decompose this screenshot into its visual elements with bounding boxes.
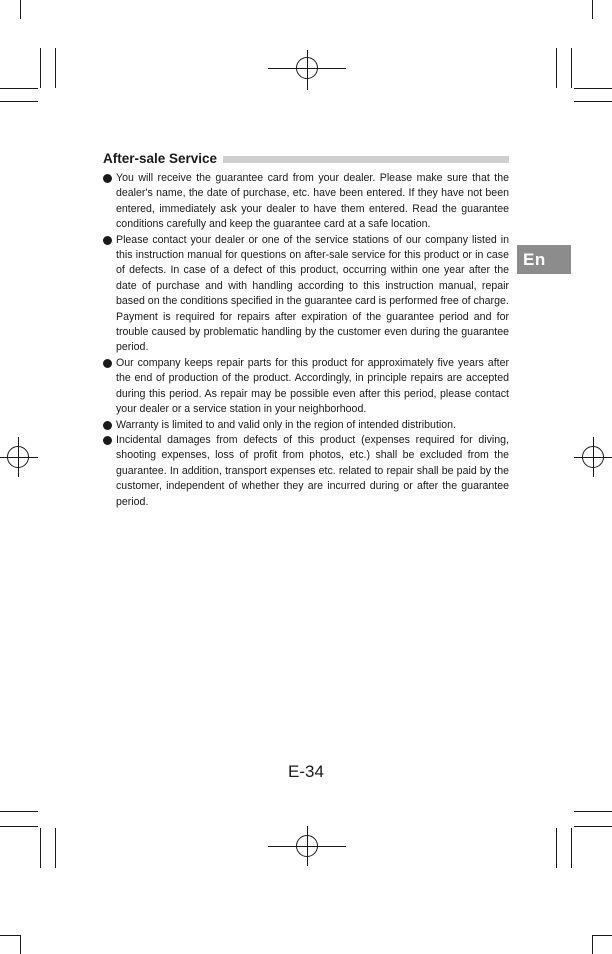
list-item	[103, 356, 509, 418]
crop-mark	[55, 48, 56, 88]
crop-mark	[40, 48, 41, 88]
crop-mark	[556, 48, 557, 88]
crop-mark	[571, 48, 572, 88]
list-item	[103, 418, 509, 433]
paragraph: Warranty is limited to and valid only in the region of intended distribution.	[116, 418, 456, 431]
crop-mark	[0, 826, 38, 827]
crop-mark	[592, 935, 612, 936]
crop-mark	[574, 101, 612, 102]
crop-mark	[574, 811, 612, 812]
crop-mark	[592, 0, 593, 19]
paragraph: Our company keeps repair parts for this product for approximately five years after the end of production of the product. Accordingly, in principle repairs are accepted during this period. As repair may be possible even after this period, please contact your dealer or a service station in your neighborhood.	[116, 356, 509, 416]
bullet-icon	[103, 174, 112, 183]
section-title: After-sale Service	[103, 150, 218, 166]
list-item	[103, 433, 509, 510]
bullet-icon	[103, 421, 112, 430]
crop-mark	[55, 828, 56, 868]
crop-mark	[20, 935, 21, 954]
bullet-icon	[103, 359, 112, 368]
list-item	[103, 171, 509, 233]
bullet-list	[103, 171, 509, 510]
paragraph: Incidental damages from defects of this product (expenses required for diving, shooting expenses, loss of profit from photos, etc.) shall be excluded from the guarantee. In addition, transport expenses etc. related to repair shall be paid by the customer, independent of whether they are incurred during or after the guarantee period.	[116, 433, 509, 508]
crop-mark	[574, 88, 612, 89]
crop-mark	[0, 88, 38, 89]
language-tab: En	[517, 245, 571, 274]
crop-mark	[0, 935, 20, 936]
crop-mark	[20, 0, 21, 19]
bullet-icon	[103, 236, 112, 245]
section-heading-row	[103, 149, 509, 167]
heading-bar	[223, 156, 509, 163]
page-number: E-34	[288, 762, 324, 781]
paragraph: Payment is required for repairs after expiration of the guarantee period and for trouble caused by problematic handling by the customer even during the guarantee period.	[116, 310, 509, 354]
crop-mark	[592, 935, 593, 954]
crop-mark	[571, 828, 572, 868]
crop-mark	[0, 811, 38, 812]
bullet-icon	[103, 436, 112, 445]
list-item	[103, 233, 509, 356]
crop-mark	[556, 828, 557, 868]
crop-mark	[40, 828, 41, 868]
paragraph: You will receive the guarantee card from your dealer. Please make sure that the dealer's name, the date of purchase, etc. have been entered. If they have not been entered, immediately ask your dealer to have them entered. Read the guarantee conditions carefully and keep the guarantee card at a safe location.	[116, 172, 509, 231]
paragraph: Please contact your dealer or one of the service stations of our company listed in this instruction manual for questions on after-sale service for this product or in case of defects. In case of a defect of this product, occurring within one year after the date of purchase and with handling according to this instruction manual, repair based on the conditions specified in the guarantee card is performed free of charge.	[116, 233, 509, 308]
crop-mark	[574, 826, 612, 827]
crop-mark	[0, 101, 38, 102]
